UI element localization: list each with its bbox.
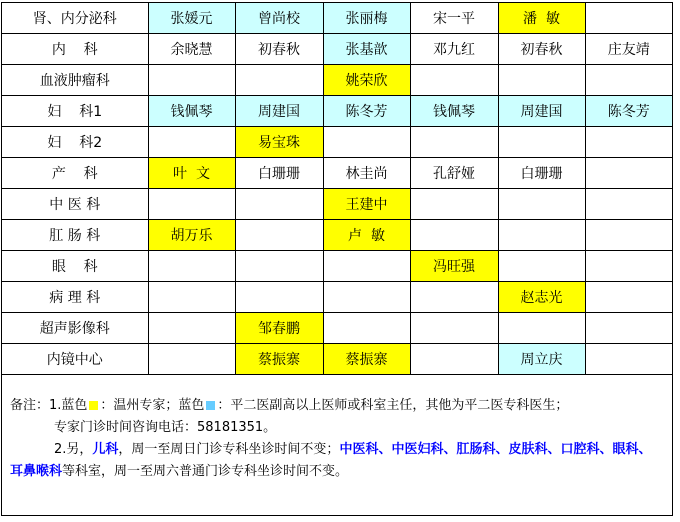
doctor-cell: 冯旺强 [410, 251, 498, 282]
doctor-cell [323, 251, 410, 282]
doctor-cell [585, 3, 672, 34]
doctor-cell [148, 251, 235, 282]
dept-cell: 肛 肠 科 [2, 220, 148, 251]
dept-cell: 血液肿瘤科 [2, 65, 148, 96]
note-3a: 2.另， [54, 442, 93, 457]
schedule-table [2, 3, 672, 375]
doctor-cell: 周建国 [498, 96, 585, 127]
doctor-cell: 曾尚校 [235, 3, 323, 34]
doctor-cell: 邹春鹏 [235, 313, 323, 344]
dept-cell: 内镜中心 [2, 344, 148, 375]
table-row [2, 251, 672, 282]
doctor-cell [235, 251, 323, 282]
doctor-cell [235, 282, 323, 313]
doctor-cell [498, 65, 585, 96]
table-row [2, 96, 672, 127]
note-4b: 等科室，周一至周六普通门诊专科坐诊时间不变。 [62, 464, 349, 479]
doctor-cell [410, 189, 498, 220]
dept-cell: 病 理 科 [2, 282, 148, 313]
note-1c: ：平二医副高以上医师或科室主任，其他为平二医专科医生； [217, 398, 569, 413]
doctor-cell: 姚荣欣 [323, 65, 410, 96]
table-row [2, 158, 672, 189]
doctor-cell [323, 282, 410, 313]
doctor-cell [585, 344, 672, 375]
table-row [2, 189, 672, 220]
doctor-cell: 孔舒娅 [410, 158, 498, 189]
doctor-cell [148, 282, 235, 313]
table-row [2, 220, 672, 251]
doctor-cell [585, 127, 672, 158]
note-line-1 [10, 395, 670, 417]
doctor-cell: 张丽梅 [323, 3, 410, 34]
note-4a: 耳鼻喉科 [10, 464, 63, 479]
doctor-cell: 宋一平 [410, 3, 498, 34]
doctor-cell: 周建国 [235, 96, 323, 127]
table-row [2, 344, 672, 375]
note-3b: 儿科 [92, 442, 119, 457]
note-line-3 [10, 439, 670, 461]
dept-cell: 超声影像科 [2, 313, 148, 344]
note-phone: 专家门诊时间咨询电话：58181351。 [54, 420, 277, 435]
doctor-cell [323, 127, 410, 158]
yellow-swatch [89, 401, 98, 410]
doctor-cell [148, 189, 235, 220]
doctor-cell [410, 282, 498, 313]
table-row [2, 3, 672, 34]
doctor-cell [148, 127, 235, 158]
table-row [2, 34, 672, 65]
doctor-cell: 赵志光 [498, 282, 585, 313]
note-line-4 [10, 461, 670, 483]
table-row [2, 313, 672, 344]
doctor-cell [585, 189, 672, 220]
doctor-cell [585, 313, 672, 344]
doctor-cell: 王建中 [323, 189, 410, 220]
doctor-cell [323, 313, 410, 344]
doctor-cell: 蔡振寨 [235, 344, 323, 375]
doctor-cell: 陈冬芳 [585, 96, 672, 127]
note-1b: ：温州专家；蓝色 [100, 398, 205, 413]
doctor-cell [235, 220, 323, 251]
doctor-cell: 余晓慧 [148, 34, 235, 65]
doctor-cell [585, 282, 672, 313]
dept-cell: 肾、内分泌科 [2, 3, 148, 34]
table-row [2, 65, 672, 96]
dept-cell: 妇 科2 [2, 127, 148, 158]
doctor-cell: 钱佩琴 [410, 96, 498, 127]
doctor-cell [585, 251, 672, 282]
doctor-cell [498, 127, 585, 158]
doctor-cell: 张媛元 [148, 3, 235, 34]
doctor-cell: 庄友靖 [585, 34, 672, 65]
doctor-cell: 林圭尚 [323, 158, 410, 189]
doctor-cell [410, 344, 498, 375]
note-3c: ，周一至周日门诊专科坐诊时间不变； [118, 442, 340, 457]
doctor-cell [410, 220, 498, 251]
note-3d: 中医科、中医妇科、肛肠科、皮肤科、口腔科、眼科、 [339, 442, 652, 457]
doctor-cell [410, 65, 498, 96]
doctor-cell: 陈冬芳 [323, 96, 410, 127]
table-row [2, 127, 672, 158]
doctor-cell: 张基歆 [323, 34, 410, 65]
table-row [2, 282, 672, 313]
dept-cell: 内 科 [2, 34, 148, 65]
doctor-cell [410, 313, 498, 344]
doctor-cell: 初春秋 [235, 34, 323, 65]
doctor-cell: 初春秋 [498, 34, 585, 65]
note-line-2 [10, 417, 670, 439]
doctor-cell: 白珊珊 [235, 158, 323, 189]
note-1a: 备注：1.蓝色 [10, 398, 88, 413]
doctor-cell [410, 127, 498, 158]
doctor-cell [235, 65, 323, 96]
doctor-cell: 易宝珠 [235, 127, 323, 158]
doctor-cell: 卢 敏 [323, 220, 410, 251]
dept-cell: 妇 科1 [2, 96, 148, 127]
dept-cell: 中 医 科 [2, 189, 148, 220]
doctor-cell [235, 189, 323, 220]
schedule-sheet [1, 2, 673, 516]
doctor-cell [585, 65, 672, 96]
doctor-cell [498, 189, 585, 220]
doctor-cell: 邓九红 [410, 34, 498, 65]
dept-cell: 产 科 [2, 158, 148, 189]
doctor-cell: 蔡振寨 [323, 344, 410, 375]
doctor-cell: 周立庆 [498, 344, 585, 375]
doctor-cell [148, 65, 235, 96]
doctor-cell [585, 158, 672, 189]
doctor-cell [498, 220, 585, 251]
doctor-cell: 潘 敏 [498, 3, 585, 34]
dept-cell: 眼 科 [2, 251, 148, 282]
doctor-cell [148, 313, 235, 344]
doctor-cell [498, 313, 585, 344]
doctor-cell: 胡万乐 [148, 220, 235, 251]
blue-swatch [206, 401, 215, 410]
notes [10, 395, 670, 483]
doctor-cell: 白珊珊 [498, 158, 585, 189]
doctor-cell: 叶 文 [148, 158, 235, 189]
doctor-cell [148, 344, 235, 375]
doctor-cell: 钱佩琴 [148, 96, 235, 127]
doctor-cell [585, 220, 672, 251]
doctor-cell [498, 251, 585, 282]
